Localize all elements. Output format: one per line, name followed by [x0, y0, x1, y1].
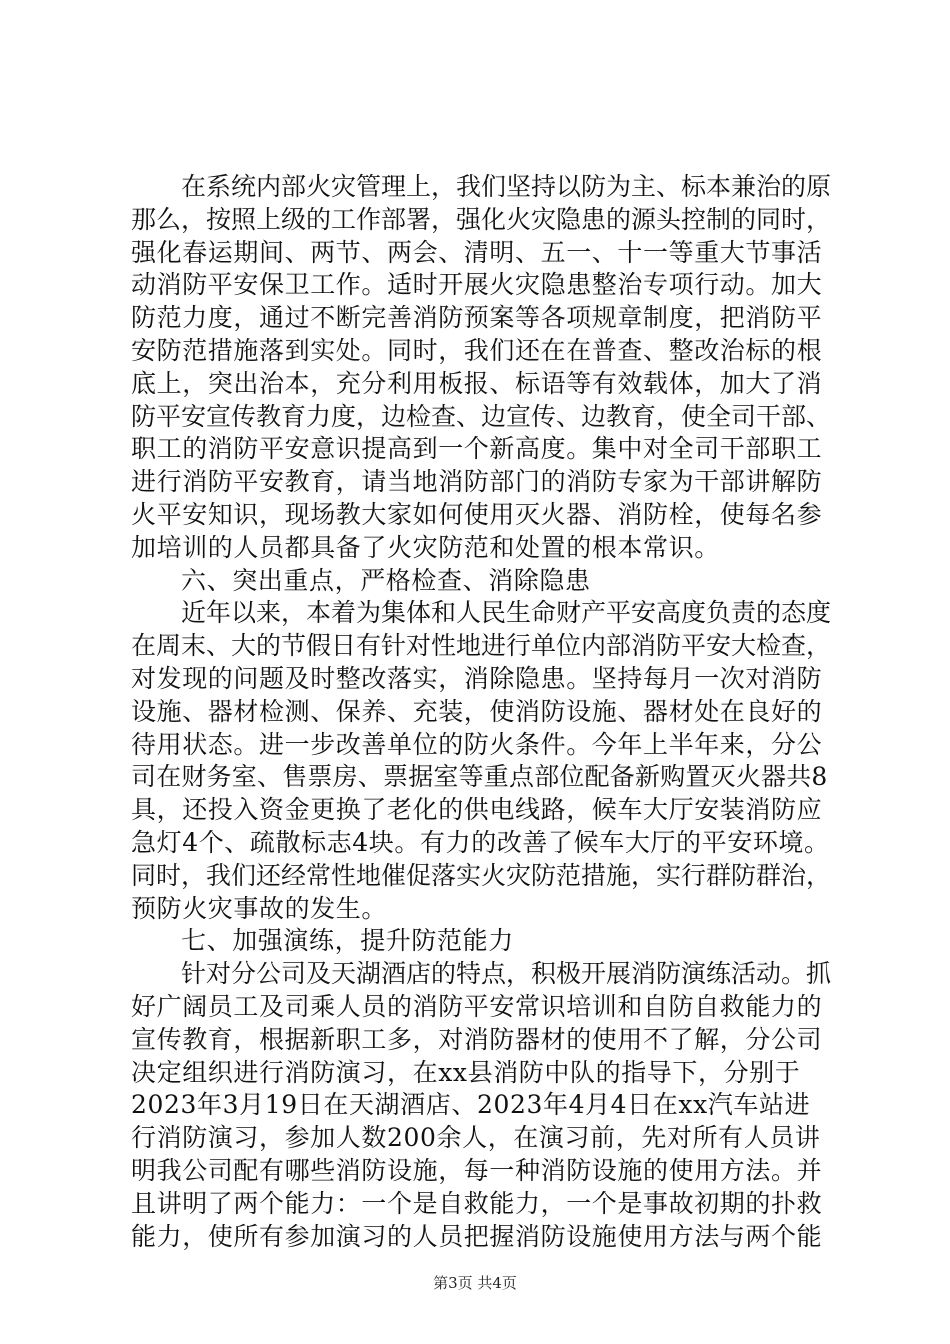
paragraph-line: 急灯4个、疏散标志4块。有力的改善了候车大厅的平安环境。 [131, 827, 830, 857]
paragraph-line: 具，还投入资金更换了老化的供电线路，候车大厅安装消防应 [131, 795, 823, 825]
paragraph-line: 好广阔员工及司乘人员的消防平安常识培训和自防自救能力的 [131, 991, 823, 1021]
paragraph-line: 宣传教育，根据新职工多，对消防器材的使用不了解，分公司 [131, 1024, 823, 1054]
section-heading: 七、加强演练，提升防范能力 [181, 926, 514, 956]
paragraph-line: 预防火灾事故的发生。 [131, 893, 388, 923]
paragraph-line: 在周末、大的节假日有针对性地进行单位内部消防平安大检查， [131, 631, 832, 661]
page-number-footer: 第3页 共4页 [433, 1274, 517, 1292]
paragraph-line: 同时，我们还经常性地催促落实火灾防范措施，实行群防群治， [131, 860, 832, 890]
paragraph-line: 行消防演习，参加人数200余人，在演习前，先对所有人员讲 [131, 1123, 821, 1153]
paragraph-line: 司在财务室、售票房、票据室等重点部位配备新购置灭火器共8 [131, 762, 828, 792]
paragraph-line: 设施、器材检测、保养、充装，使消防设施、器材处在良好的 [131, 696, 823, 726]
paragraph-line: 职工的消防平安意识提高到一个新高度。集中对全司干部职工 [131, 434, 823, 464]
paragraph-line: 待用状态。进一步改善单位的防火条件。今年上半年来，分公 [131, 729, 823, 759]
paragraph-line: 安防范措施落到实处。同时，我们还在在普查、整改治标的根 [131, 335, 823, 365]
paragraph-line: 进行消防平安教育，请当地消防部门的消防专家为干部讲解防 [131, 467, 823, 497]
document-body [131, 171, 831, 1253]
paragraph-line: 那么，按照上级的工作部署，强化火灾隐患的源头控制的同时， [131, 204, 832, 234]
paragraph-line: 2023年3月19日在天湖酒店、2023年4月4日在xx汽车站进 [131, 1090, 811, 1120]
paragraph-line: 明我公司配有哪些消防设施，每一种消防设施的使用方法。并 [131, 1155, 823, 1185]
paragraph-line: 底上，突出治本，充分利用板报、标语等有效载体，加大了消 [131, 368, 823, 398]
paragraph-line: 对发现的问题及时整改落实，消除隐患。坚持每月一次对消防 [131, 663, 823, 693]
paragraph-line: 防范力度，通过不断完善消防预案等各项规章制度，把消防平 [131, 303, 823, 333]
paragraph-line: 强化春运期间、两节、两会、清明、五一、十一等重大节事活 [131, 237, 823, 267]
paragraph-line: 防平安宣传教育力度，边检查、边宣传、边教育，使全司干部、 [131, 401, 832, 431]
section-heading: 六、突出重点，严格检查、消除隐患 [181, 565, 591, 595]
paragraph-line: 决定组织进行消防演习，在xx县消防中队的指导下，分别于 [131, 1057, 801, 1087]
paragraph-line: 能力，使所有参加演习的人员把握消防设施使用方法与两个能 [131, 1221, 823, 1251]
paragraph-line: 且讲明了两个能力：一个是自救能力，一个是事故初期的扑救 [131, 1188, 823, 1218]
paragraph-line: 动消防平安保卫工作。适时开展火灾隐患整治专项行动。加大 [131, 270, 823, 300]
paragraph-line: 近年以来，本着为集体和人民生命财产平安高度负责的态度 [181, 598, 832, 628]
paragraph-line: 加培训的人员都具备了火灾防范和处置的根本常识。 [131, 532, 720, 562]
paragraph-line: 在系统内部火灾管理上，我们坚持以防为主、标本兼治的原 [181, 172, 832, 201]
paragraph-line: 火平安知识，现场教大家如何使用灭火器、消防栓，使每名参 [131, 499, 823, 529]
paragraph-line: 针对分公司及天湖酒店的特点，积极开展消防演练活动。抓 [181, 959, 832, 989]
